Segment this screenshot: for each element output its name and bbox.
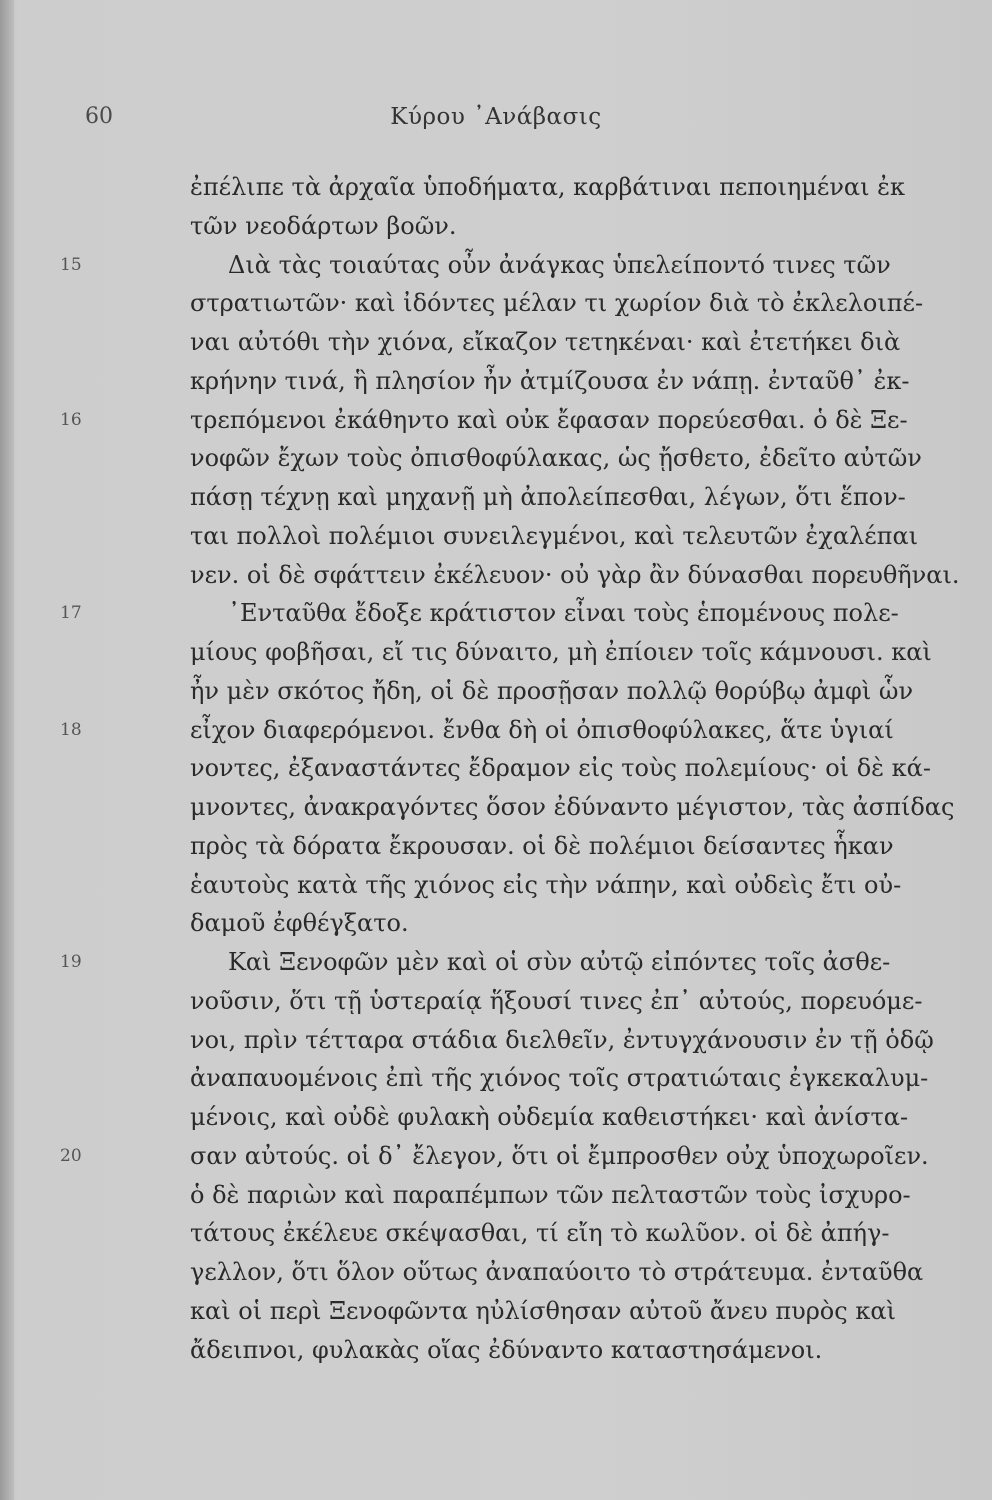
line-text: γελλον, ὅτι ὅλον οὕτως ἀναπαύοιτο τὸ στράτευμα. ἐνταῦθα [190,1258,924,1286]
line-text: στρατιωτῶν· καὶ ἰδόντες μέλαν τι χωρίον διὰ τὸ ἐκλελοιπέ- [190,289,924,318]
text-line [0,323,992,362]
line-text: πάσῃ τέχνῃ καὶ μηχανῇ μὴ ἀπολείπεσθαι, λέγων, ὅτι ἕπον- [190,483,906,511]
section-number: 19 [60,952,82,972]
line-text: δαμοῦ ἐφθέγξατο. [190,909,409,938]
text-line [0,478,992,517]
text-line [0,439,992,478]
text-line [0,982,992,1021]
line-text: ὁ δὲ παριὼν καὶ παραπέμπων τῶν πελταστῶν τοὺς ἰσχυρο- [190,1180,911,1209]
text-line [0,943,992,982]
text-line [0,1021,992,1060]
text-line [0,633,992,672]
section-number: 17 [60,603,82,624]
line-text: πρὸς τὰ δόρατα ἔκρουσαν. οἱ δὲ πολέμιοι δείσαντες ἧκαν [190,831,894,860]
text-line [0,1253,992,1292]
line-text: ἑαυτοὺς κατὰ τῆς χιόνος εἰς τὴν νάπην, καὶ οὐδεὶς ἔτι οὐ- [190,870,902,899]
text-line [0,711,992,750]
line-text: ἄδειπνοι, φυλακὰς οἵας ἐδύναντο καταστησάμενοι. [190,1335,823,1364]
text-line [0,749,992,788]
line-text: νοῦσιν, ὅτι τῇ ὑστεραίᾳ ἥξουσί τινες ἐπ᾿ αὐτούς, πορευόμε- [190,986,923,1015]
line-text: ἦν μὲν σκότος ἤδη, οἱ δὲ προσῇσαν πολλῷ θορύβῳ ἀμφὶ ὧν [190,676,914,705]
text-line [0,594,992,633]
page-number: 60 [85,104,113,129]
text-line [0,827,992,866]
line-text: μίους φοβῆσαι, εἴ τις δύναιτο, μὴ ἐπίοιεν τοῖς κάμνουσι. καὶ [190,638,932,666]
line-text: ναι αὐτόθι τὴν χιόνα, εἴκαζον τετηκέναι· καὶ ἐτετήκει διὰ [190,328,901,356]
line-text: μνοντες, ἀνακραγόντες ὅσον ἐδύναντο μέγιστον, τὰς ἀσπίδας [190,793,955,821]
line-text: καὶ οἱ περὶ Ξενοφῶντα ηὐλίσθησαν αὐτοῦ ἄνευ πυρὸς καὶ [190,1296,896,1325]
text-line [0,1098,992,1137]
text-line [0,1176,992,1215]
section-number: 18 [60,719,82,740]
running-title: Κύρου ᾿Ανάβασις [390,104,602,130]
line-text: νεν. οἱ δὲ σφάττειν ἐκέλευον· οὐ γὰρ ἂν δύνασθαι πορευθῆναι. [190,560,960,589]
line-text: κρήνην τινά, ἣ πλησίον ἦν ἀτμίζουσα ἐν νάπῃ. ἐνταῦθ᾿ ἐκ- [190,366,910,395]
text-line [0,1292,992,1331]
text-line [0,207,992,246]
line-text: σαν αὐτούς. οἱ δ᾿ ἔλεγον, ὅτι οἱ ἔμπροσθεν οὐχ ὑποχωροῖεν. [190,1141,929,1170]
text-line [0,1214,992,1253]
line-text: τάτους ἐκέλευε σκέψασθαι, τί εἴη τὸ κωλῦον. οἱ δὲ ἀπήγ- [190,1219,890,1248]
section-number: 20 [60,1145,82,1166]
text-line [0,517,992,556]
text-line [0,904,992,943]
text-block [0,168,992,1369]
text-line [0,866,992,905]
line-text: νοντες, ἐξαναστάντες ἔδραμον εἰς τοὺς πολεμίους· οἱ δὲ κά- [190,754,931,783]
line-text: νοφῶν ἔχων τοὺς ὀπισθοφύλακας, ὡς ᾔσθετο, ἐδεῖτο αὐτῶν [190,444,922,473]
text-line [0,401,992,440]
text-line [0,1331,992,1370]
text-line [0,1059,992,1098]
text-line [0,788,992,827]
line-text: Διὰ τὰς τοιαύτας οὖν ἀνάγκας ὑπελείποντό τινες τῶν [228,250,891,279]
section-number: 15 [60,254,82,275]
line-text: ται πολλοὶ πολέμιοι συνειλεγμένοι, καὶ τελευτῶν ἐχαλέπαι [190,521,919,550]
line-text: τῶν νεοδάρτων βοῶν. [190,211,457,240]
line-text: ἐπέλιπε τὰ ἀρχαῖα ὑποδήματα, καρβάτιναι πεποιημέναι ἐκ [190,173,906,201]
line-text: νοι, πρὶν τέτταρα στάδια διελθεῖν, ἐντυγχάνουσιν ἐν τῇ ὁδῷ [190,1025,934,1054]
text-line [0,556,992,595]
line-text: ᾿Ενταῦθα ἔδοξε κράτιστον εἶναι τοὺς ἑπομένους πολε- [228,599,899,628]
text-line [0,672,992,711]
text-line [0,284,992,323]
text-line [0,168,992,207]
line-text: τρεπόμενοι ἐκάθηντο καὶ οὐκ ἔφασαν πορεύεσθαι. ὁ δὲ Ξε- [190,405,908,434]
line-text: εἶχον διαφερόμενοι. ἔνθα δὴ οἱ ὀπισθοφύλακες, ἅτε ὑγιαί [190,715,894,744]
text-line [0,1137,992,1176]
line-text: μένοις, καὶ οὐδὲ φυλακὴ οὐδεμία καθειστήκει· καὶ ἀνίστα- [190,1103,909,1131]
section-number: 16 [60,409,82,430]
running-head [0,100,992,140]
line-text: ἀναπαυομένοις ἐπὶ τῆς χιόνος τοῖς στρατιώταις ἐγκεκαλυμ- [190,1064,929,1093]
text-line [0,362,992,401]
text-line [0,246,992,285]
line-text: Καὶ Ξενοφῶν μὲν καὶ οἱ σὺν αὐτῷ εἰπόντες τοῖς ἀσθε- [228,948,891,976]
